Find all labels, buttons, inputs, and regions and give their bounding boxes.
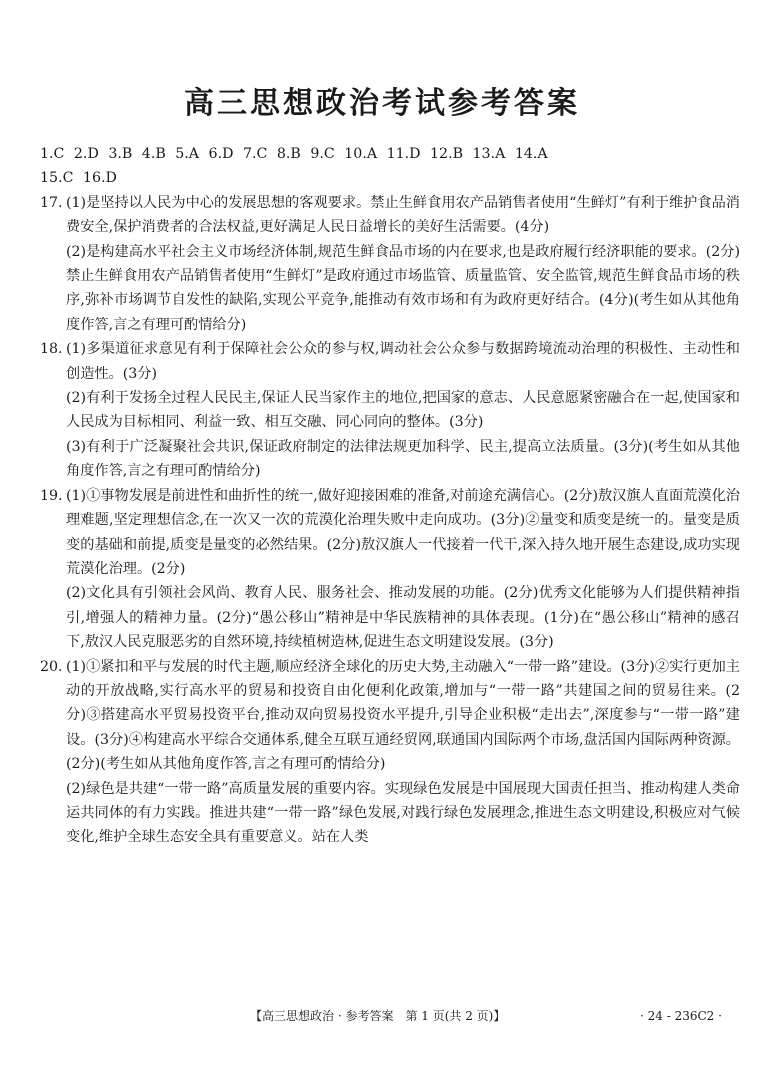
answer-part: (1)多渠道征求意见有利于保障社会公众的参与权,调动社会公众参与数据跨境流动治理的积极性、主动性和创造性。(3分) (66, 341, 740, 382)
question-18 (40, 337, 740, 483)
answer-part: (1)是坚持以人民为中心的发展思想的客观要求。禁止生鲜食用农产品销售者使用“生鲜灯”有利于维护食品消费安全,保护消费者的合法权益,更好满足人民日益增长的美好生活需要。(4分) (66, 194, 740, 236)
question-20 (40, 655, 740, 850)
answer-part: (3)有利于广泛凝聚社会共识,保证政府制定的法律法规更加科学、民主,提高立法质量。(3分)(考生如从其他角度作答,言之有理可酌情给分) (66, 438, 740, 480)
question-number: 20. (40, 658, 63, 675)
question-17 (40, 191, 740, 337)
question-number: 17. (40, 194, 63, 211)
answer-part: (1)①紧扣和平与发展的时代主题,顺应经济全球化的历史大势,主动融入“一带一路”建设。(3分)②实行更加主动的开放战略,实行高水平的贸易和投资自由化便利化政策,增加与“一带一路”共建国之间的贸易往来。(2分)③搭建高水平贸易投资平台,推动双向贸易投资水平提升,引导企业积极“走出去”,深度参与“一带一路”建设。(3分)④构建高水平综合交通体系,健全互联互通经贸网,联通国内国际两个市场,盘活国内国际两种资源。(2分)(考生如从其他角度作答,言之有理可酌情给分) (66, 658, 740, 773)
question-number: 19. (40, 487, 63, 504)
footer-page-info: 【高三思想政治 · 参考答案 第 1 页(共 2 页)】 (250, 1009, 506, 1023)
answer-content (40, 142, 740, 850)
question-19 (40, 484, 740, 655)
answer-part: (1)①事物发展是前进性和曲折性的统一,做好迎接困难的准备,对前途充满信心。(2分)敖汉旗人直面荒漠化治理难题,坚定理想信念,在一次又一次的荒漠化治理失败中走向成功。(3分)②量变和质变是统一的。量变是质变的基础和前提,质变是量变的必然结果。(2分)敖汉旗人一代接着一代干,深入持久地开展生态建设,成功实现荒漠化治理。(2分) (66, 487, 740, 577)
page-footer (0, 1006, 764, 1026)
answer-part: (2)有利于发扬全过程人民民主,保证人民当家作主的地位,把国家的意志、人民意愿紧密融合在一起,使国家和人民成为目标相同、利益一致、相互交融、同心同向的整体。(3分) (66, 390, 740, 431)
answer-part: (2)是构建高水平社会主义市场经济体制,规范生鲜食品市场的内在要求,也是政府履行经济职能的要求。(2分)禁止生鲜食用农产品销售者使用“生鲜灯”是政府通过市场监管、质量监管、安全监管,规范生鲜食品市场的秩序,弥补市场调节自发性的缺陷,实现公平竞争,能推动有效市场和有为政府更好结合。(4分)(考生如从其他角度作答,言之有理可酌情给分) (66, 243, 740, 333)
answer-part: (2)文化具有引领社会风尚、教育人民、服务社会、推动发展的功能。(2分)优秀文化能够为人们提供精神指引,增强人的精神力量。(2分)“愚公移山”精神是中华民族精神的具体表现。(1分)在“愚公移山”精神的感召下,敖汉人民克服恶劣的自然环境,持续植树造林,促进生态文明建设发展。(3分) (66, 585, 740, 651)
answer-part: (2)绿色是共建“一带一路”高质量发展的重要内容。实现绿色发展是中国展现大国责任担当、推动构建人类命运共同体的有力实践。推进共建“一带一路”绿色发展,对践行绿色发展理念,推进生态文明建设,积极应对气候变化,维护全球生态安全具有重要意义。站在人类 (66, 780, 740, 846)
page-title: 高三思想政治考试参考答案 (184, 86, 580, 121)
choice-answers-line-2: 15.C 16.D (40, 170, 117, 187)
question-number: 18. (40, 341, 63, 358)
footer-code: · 24 - 236C2 · (640, 1009, 722, 1023)
choice-answers-line-1: 1.C 2.D 3.B 4.B 5.A 6.D 7.C 8.B 9.C 10.A 11.D 12.B 13.A 14.A (40, 146, 548, 162)
